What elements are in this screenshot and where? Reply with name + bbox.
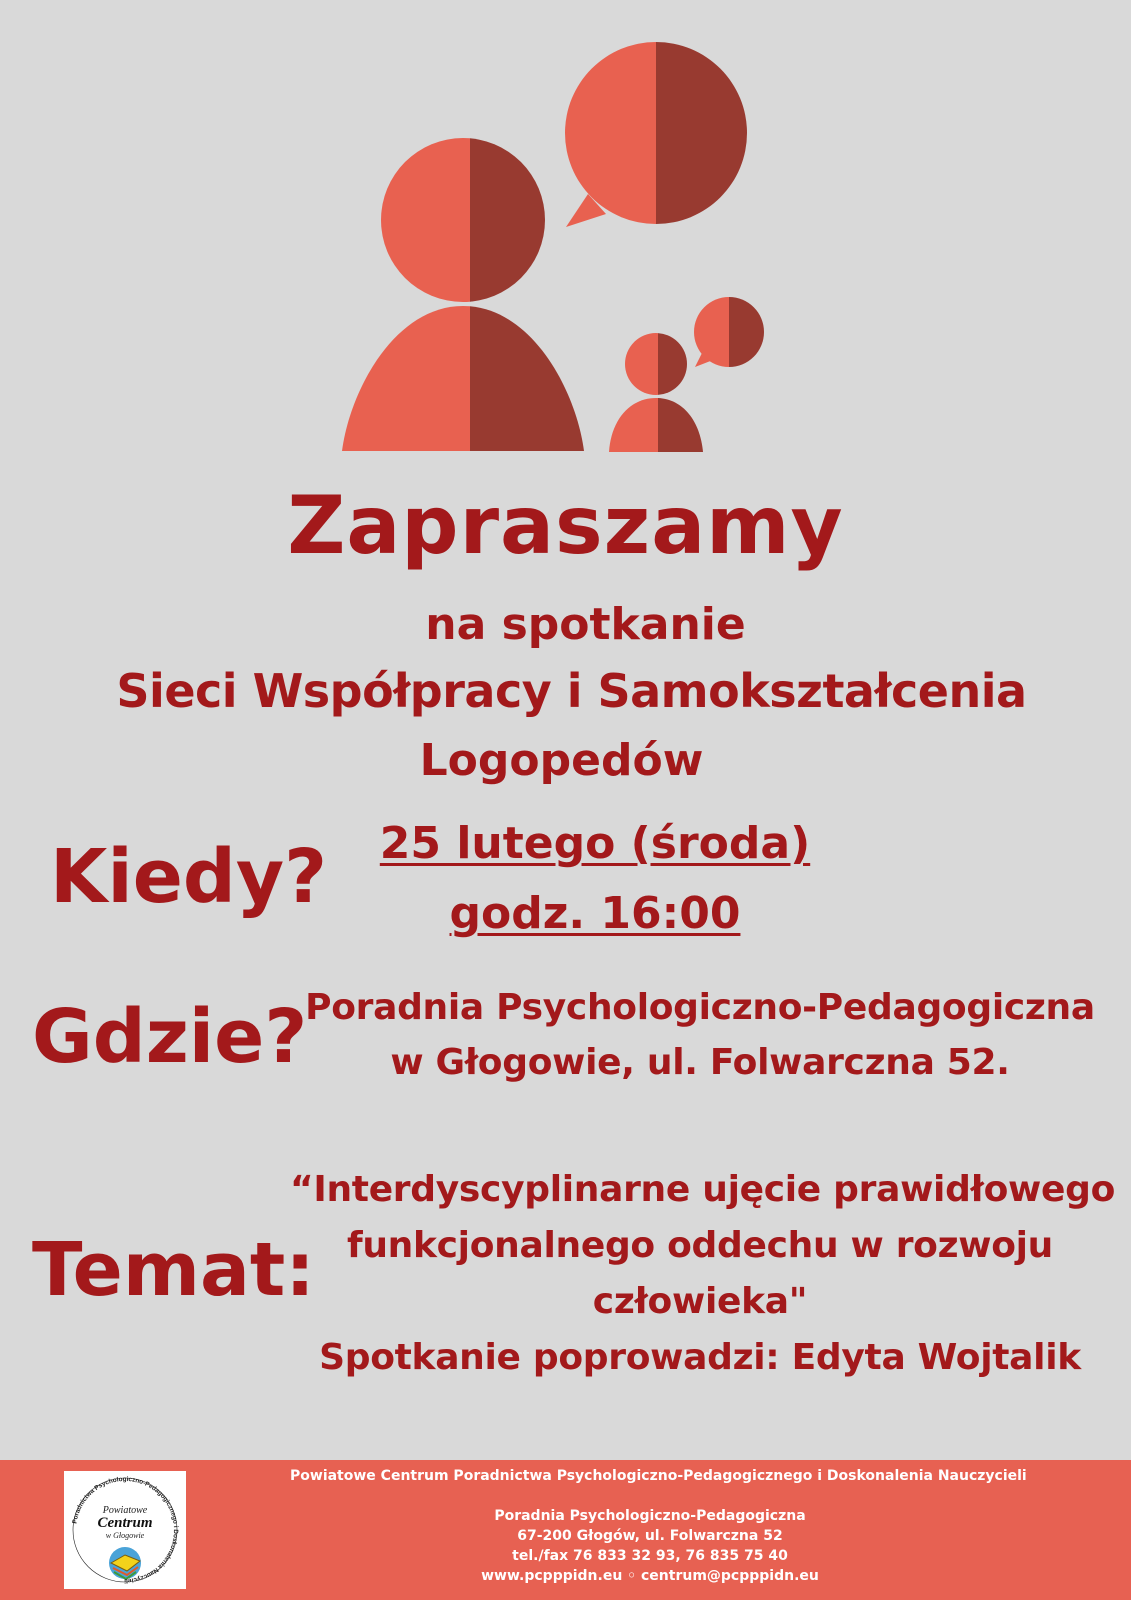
footer-org-name: Powiatowe Centrum Poradnictwa Psychologiczno-Pedagogicznego i Doskonalenia Nauczycieli — [290, 1468, 1027, 1484]
headline: Zapraszamy — [287, 479, 844, 572]
adult-speech-bubble-icon — [565, 42, 747, 227]
where-label: Gdzie? — [32, 994, 308, 1080]
footer-web-email[interactable]: www.pcpppidn.eu ◦ centrum@pcpppidn.eu — [481, 1568, 819, 1584]
logo-graphic — [64, 1471, 186, 1589]
footer-unit-name: Poradnia Psychologiczno-Pedagogiczna — [494, 1508, 806, 1524]
people-talking-illustration — [0, 0, 1131, 460]
subtitle-line-1: na spotkanie — [425, 599, 746, 650]
svg-text:Centrum: Centrum — [97, 1515, 153, 1531]
footer-phone: tel./fax 76 833 32 93, 76 835 75 40 — [512, 1548, 788, 1564]
topic-label: Temat: — [32, 1227, 315, 1313]
location-line-2: w Głogowie, ul. Folwarczna 52. — [390, 1042, 1010, 1083]
when-label: Kiedy? — [50, 834, 328, 920]
footer-contact — [290, 1466, 1027, 1586]
event-time — [320, 885, 870, 943]
subtitle-line-3: Logopedów — [419, 735, 704, 786]
footer-spacer — [290, 1486, 1010, 1506]
topic-line-1: “Interdyscyplinarne ujęcie prawidłowego — [290, 1169, 1116, 1210]
event-date-text: 25 lutego (środa) — [379, 818, 811, 869]
subtitle-line-2: Sieci Współpracy i Samokształcenia — [116, 664, 1027, 718]
adult-person-icon — [342, 138, 584, 451]
topic-line-2: funkcjonalnego oddechu w rozwoju — [346, 1225, 1054, 1266]
topic-line-3: człowieka" — [592, 1281, 808, 1322]
location-line-1: Poradnia Psychologiczno-Pedagogiczna — [305, 987, 1095, 1028]
child-person-icon — [609, 333, 703, 452]
event-time-text: godz. 16:00 — [449, 888, 741, 939]
topic-text — [290, 1162, 1116, 1386]
topic-host: Spotkanie poprowadzi: Edyta Wojtalik — [319, 1337, 1081, 1378]
svg-text:Poradnictwa Psychologiczno-Ped: Poradnictwa Psychologiczno-Pedagogicznego i Doskonalenia Nauczycieli — [71, 1475, 180, 1585]
svg-text:w Głogowie: w Głogowie — [105, 1531, 145, 1540]
organization-logo — [64, 1471, 186, 1589]
location-text — [290, 980, 1110, 1090]
footer-address: 67-200 Głogów, ul. Folwarczna 52 — [517, 1528, 783, 1544]
event-date — [320, 815, 870, 873]
svg-text:Powiatowe: Powiatowe — [102, 1505, 148, 1516]
child-speech-bubble-icon — [694, 297, 764, 367]
